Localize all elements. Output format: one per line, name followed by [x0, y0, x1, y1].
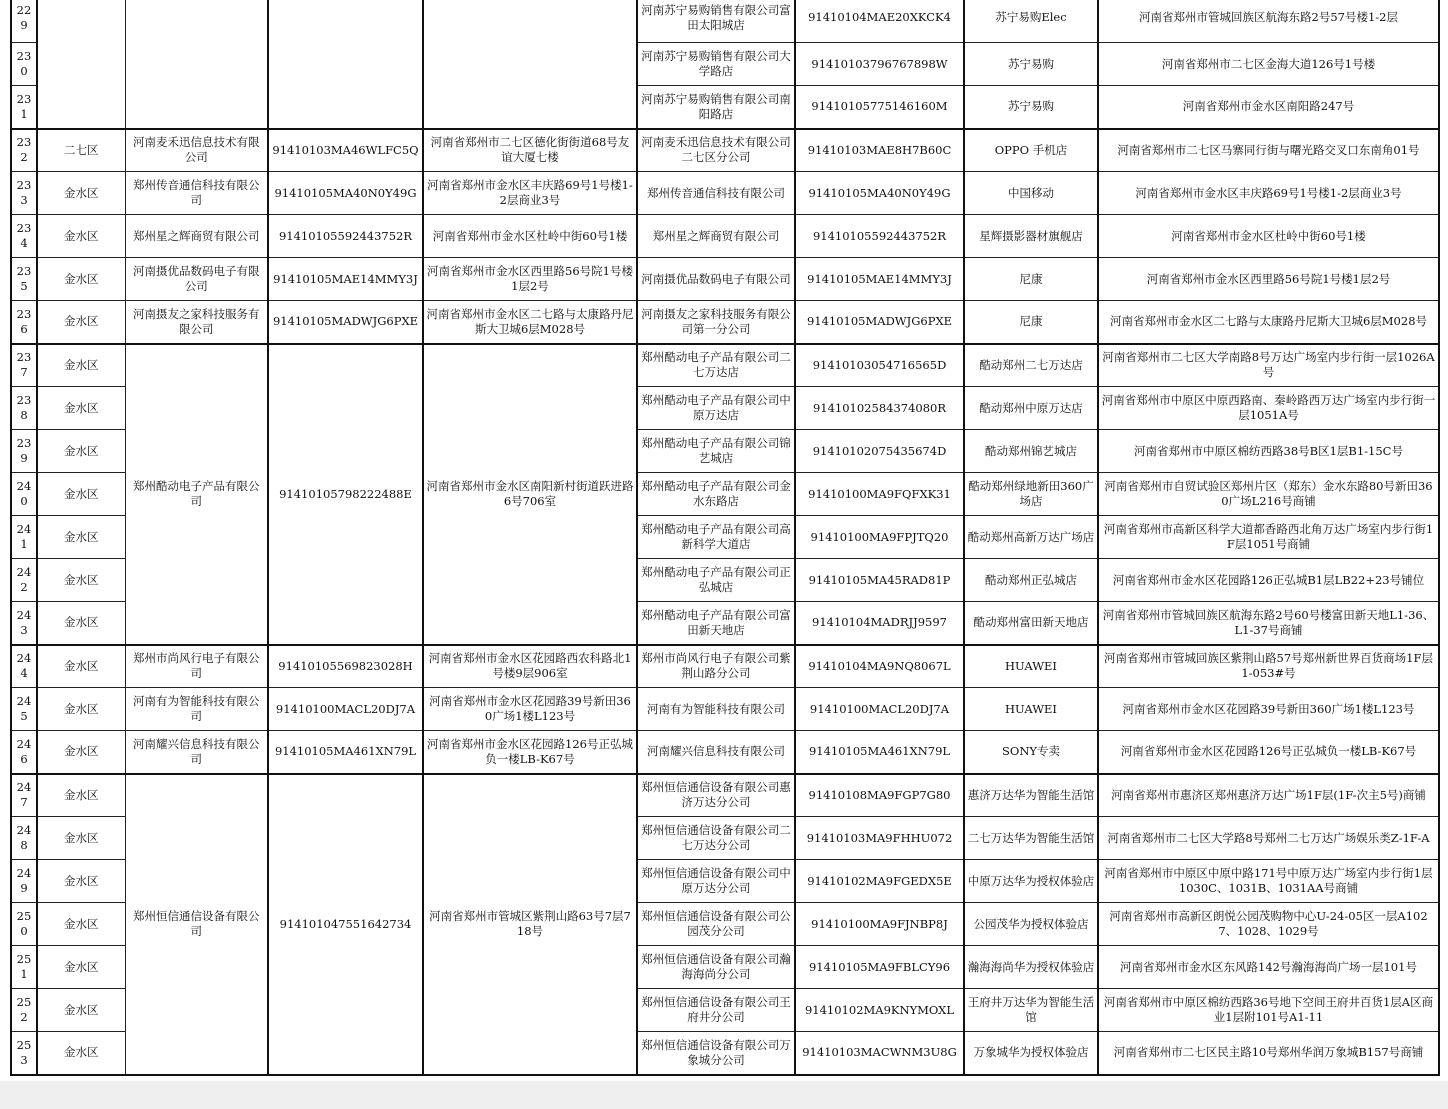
company-cell: 郑州酷动电子产品有限公司 — [125, 344, 268, 645]
brand-cell: 酷动郑州中原万达店 — [964, 387, 1098, 430]
table-row — [11, 215, 1439, 258]
store-credit-code-cell: 91410105592443752R — [795, 215, 964, 258]
table-row — [11, 0, 1439, 43]
row-number: 241 — [11, 516, 37, 559]
district-cell: 金水区 — [37, 559, 125, 602]
brand-cell: 王府井万达华为智能生活馆 — [964, 989, 1098, 1032]
store-address-cell: 河南省郑州市金水区丰庆路69号1号楼1-2层商业3号 — [1098, 172, 1439, 215]
document-page — [10, 0, 1438, 1076]
store-address-cell: 河南省郑州市管城回族区紫荆山路57号郑州新世界百货商场1F层1-053#号 — [1098, 645, 1439, 688]
credit-code-cell: 91410105MADWJG6PXE — [268, 301, 423, 344]
store-name-cell: 河南苏宁易购销售有限公司富田太阳城店 — [637, 0, 795, 43]
row-number: 237 — [11, 344, 37, 387]
district-cell: 金水区 — [37, 430, 125, 473]
store-address-cell: 河南省郑州市金水区花园路39号新田360广场1楼L123号 — [1098, 688, 1439, 731]
company-cell: 河南摄优品数码电子有限公司 — [125, 258, 268, 301]
store-credit-code-cell: 91410100MA9FJNBP8J — [795, 903, 964, 946]
row-number: 233 — [11, 172, 37, 215]
brand-cell: 公园茂华为授权体验店 — [964, 903, 1098, 946]
district-cell: 金水区 — [37, 989, 125, 1032]
store-credit-code-cell: 91410100MACL20DJ7A — [795, 688, 964, 731]
credit-code-cell: 91410105MA40N0Y49G — [268, 172, 423, 215]
brand-cell: 酷动郑州锦艺城店 — [964, 430, 1098, 473]
row-number: 247 — [11, 774, 37, 817]
brand-cell: SONY专卖 — [964, 731, 1098, 774]
brand-cell: 酷动郑州富田新天地店 — [964, 602, 1098, 645]
brand-cell: 星辉摄影器材旗舰店 — [964, 215, 1098, 258]
credit-code-cell: 91410100MACL20DJ7A — [268, 688, 423, 731]
store-name-cell: 郑州酷动电子产品有限公司正弘城店 — [637, 559, 795, 602]
credit-code-cell: 914101047551642734 — [268, 774, 423, 1075]
store-address-cell: 河南省郑州市惠济区郑州惠济万达广场1F层(1F-次主5号)商铺 — [1098, 774, 1439, 817]
table-row — [11, 688, 1439, 731]
registered-address-cell: 河南省郑州市金水区丰庆路69号1号楼1-2层商业3号 — [423, 172, 637, 215]
store-address-cell: 河南省郑州市金水区东风路142号瀚海海尚广场一层101号 — [1098, 946, 1439, 989]
brand-cell: 苏宁易购Elec — [964, 0, 1098, 43]
table-row — [11, 645, 1439, 688]
store-credit-code-cell: 91410105MADWJG6PXE — [795, 301, 964, 344]
viewer-bottom-strip — [0, 1081, 1448, 1109]
district-cell — [37, 0, 125, 129]
row-number: 239 — [11, 430, 37, 473]
registered-address-cell: 河南省郑州市金水区花园路西农科路北1号楼9层906室 — [423, 645, 637, 688]
registered-address-cell: 河南省郑州市金水区二七路与太康路丹尼斯大卫城6层M028号 — [423, 301, 637, 344]
district-cell: 金水区 — [37, 344, 125, 387]
store-address-cell: 河南省郑州市二七区大学路8号郑州二七万达广场娱乐类Z-1F-A — [1098, 817, 1439, 860]
store-name-cell: 郑州恒信通信设备有限公司中原万达分公司 — [637, 860, 795, 903]
credit-code-cell: 91410103MA46WLFC5Q — [268, 129, 423, 172]
row-number: 249 — [11, 860, 37, 903]
store-credit-code-cell: 91410104MAE20XKCK4 — [795, 0, 964, 43]
store-address-cell: 河南省郑州市金水区二七路与太康路丹尼斯大卫城6层M028号 — [1098, 301, 1439, 344]
row-number: 251 — [11, 946, 37, 989]
row-number: 253 — [11, 1032, 37, 1075]
store-credit-code-cell: 91410102075435674D — [795, 430, 964, 473]
store-credit-code-cell: 91410103MACWNM3U8G — [795, 1032, 964, 1075]
store-address-cell: 河南省郑州市中原区中原中路171号中原万达广场室内步行街1层1030C、1031B、1031AA号商铺 — [1098, 860, 1439, 903]
company-cell: 河南摄友之家科技服务有限公司 — [125, 301, 268, 344]
row-number: 245 — [11, 688, 37, 731]
district-cell: 金水区 — [37, 688, 125, 731]
brand-cell: 中原万达华为授权体验店 — [964, 860, 1098, 903]
store-address-cell: 河南省郑州市金水区花园路126号正弘城负一楼LB-K67号 — [1098, 731, 1439, 774]
store-name-cell: 郑州酷动电子产品有限公司高新科学大道店 — [637, 516, 795, 559]
store-name-cell: 郑州传音通信科技有限公司 — [637, 172, 795, 215]
brand-cell: 酷动郑州高新万达广场店 — [964, 516, 1098, 559]
store-address-cell: 河南省郑州市二七区民主路10号郑州华润万象城B157号商铺 — [1098, 1032, 1439, 1075]
row-number: 238 — [11, 387, 37, 430]
row-number: 232 — [11, 129, 37, 172]
row-number: 252 — [11, 989, 37, 1032]
district-cell: 金水区 — [37, 645, 125, 688]
credit-code-cell: 91410105569823028H — [268, 645, 423, 688]
store-credit-code-cell: 91410105MA40N0Y49G — [795, 172, 964, 215]
brand-cell: 苏宁易购 — [964, 86, 1098, 129]
district-cell: 金水区 — [37, 860, 125, 903]
credit-code-cell: 91410105592443752R — [268, 215, 423, 258]
brand-cell: 尼康 — [964, 258, 1098, 301]
store-credit-code-cell: 91410103MA9FHHU072 — [795, 817, 964, 860]
company-cell: 郑州市尚风行电子有限公司 — [125, 645, 268, 688]
store-credit-code-cell: 91410103054716565D — [795, 344, 964, 387]
row-number: 235 — [11, 258, 37, 301]
store-address-cell: 河南省郑州市金水区杜岭中街60号1楼 — [1098, 215, 1439, 258]
store-address-cell: 河南省郑州市高新区朗悦公园茂购物中心U-24-05区一层A1027、1028、1029号 — [1098, 903, 1439, 946]
store-name-cell: 郑州恒信通信设备有限公司万象城分公司 — [637, 1032, 795, 1075]
district-cell: 金水区 — [37, 516, 125, 559]
store-address-cell: 河南省郑州市中原区棉纺西路38号B区1层B1-15C号 — [1098, 430, 1439, 473]
brand-cell: 二七万达华为智能生活馆 — [964, 817, 1098, 860]
row-number: 243 — [11, 602, 37, 645]
row-number: 242 — [11, 559, 37, 602]
registered-address-cell: 河南省郑州市金水区花园路126号正弘城负一楼LB-K67号 — [423, 731, 637, 774]
district-cell: 金水区 — [37, 387, 125, 430]
brand-cell: 万象城华为授权体验店 — [964, 1032, 1098, 1075]
credit-code-cell — [268, 0, 423, 129]
table-body — [11, 0, 1439, 1075]
store-address-cell: 河南省郑州市管城回族区航海东路2号57号楼1-2层 — [1098, 0, 1439, 43]
district-cell: 金水区 — [37, 602, 125, 645]
registered-address-cell: 河南省郑州市二七区德化街街道68号友谊大厦七楼 — [423, 129, 637, 172]
credit-code-cell: 91410105MA461XN79L — [268, 731, 423, 774]
district-cell: 金水区 — [37, 903, 125, 946]
company-cell: 河南耀兴信息科技有限公司 — [125, 731, 268, 774]
store-name-cell: 河南麦禾迅信息技术有限公司二七区分公司 — [637, 129, 795, 172]
registered-address-cell: 河南省郑州市金水区南阳新村街道跃进路6号706室 — [423, 344, 637, 645]
store-credit-code-cell: 91410104MA9NQ8067L — [795, 645, 964, 688]
store-address-cell: 河南省郑州市金水区花园路126正弘城B1层LB22+23号铺位 — [1098, 559, 1439, 602]
registered-address-cell — [423, 0, 637, 129]
company-cell: 河南麦禾迅信息技术有限公司 — [125, 129, 268, 172]
registered-address-cell: 河南省郑州市金水区杜岭中街60号1楼 — [423, 215, 637, 258]
row-number: 236 — [11, 301, 37, 344]
row-number: 246 — [11, 731, 37, 774]
store-address-cell: 河南省郑州市自贸试验区郑州片区（郑东）金水东路80号新田360广场L216号商铺 — [1098, 473, 1439, 516]
table-row — [11, 258, 1439, 301]
table-row — [11, 172, 1439, 215]
store-name-cell: 河南有为智能科技有限公司 — [637, 688, 795, 731]
store-name-cell: 郑州星之辉商贸有限公司 — [637, 215, 795, 258]
store-credit-code-cell: 91410104MADRJJ9597 — [795, 602, 964, 645]
registered-address-cell: 河南省郑州市管城区紫荆山路63号7层718号 — [423, 774, 637, 1075]
company-cell: 郑州恒信通信设备有限公司 — [125, 774, 268, 1075]
store-name-cell: 郑州酷动电子产品有限公司富田新天地店 — [637, 602, 795, 645]
table-row — [11, 344, 1439, 387]
district-cell: 金水区 — [37, 946, 125, 989]
store-address-cell: 河南省郑州市二七区金海大道126号1号楼 — [1098, 43, 1439, 86]
brand-cell: HUAWEI — [964, 645, 1098, 688]
store-name-cell: 郑州恒信通信设备有限公司瀚海海尚分公司 — [637, 946, 795, 989]
store-credit-code-cell: 91410100MA9FQFXK31 — [795, 473, 964, 516]
brand-cell: 苏宁易购 — [964, 43, 1098, 86]
district-cell: 金水区 — [37, 774, 125, 817]
table-row — [11, 774, 1439, 817]
row-number: 248 — [11, 817, 37, 860]
store-credit-code-cell: 91410108MA9FGP7G80 — [795, 774, 964, 817]
brand-cell: 惠济万达华为智能生活馆 — [964, 774, 1098, 817]
district-cell: 二七区 — [37, 129, 125, 172]
district-cell: 金水区 — [37, 215, 125, 258]
store-name-cell: 河南苏宁易购销售有限公司南阳路店 — [637, 86, 795, 129]
store-credit-code-cell: 91410105MA9FBLCY96 — [795, 946, 964, 989]
district-cell: 金水区 — [37, 1032, 125, 1075]
brand-cell: 酷动郑州正弘城店 — [964, 559, 1098, 602]
store-credit-code-cell: 91410102MA9KNYMOXL — [795, 989, 964, 1032]
store-name-cell: 郑州恒信通信设备有限公司惠济万达分公司 — [637, 774, 795, 817]
store-address-cell: 河南省郑州市高新区科学大道都香路西北角万达广场室内步行街1F层1051号商铺 — [1098, 516, 1439, 559]
store-name-cell: 郑州恒信通信设备有限公司公园茂分公司 — [637, 903, 795, 946]
company-cell: 郑州传音通信科技有限公司 — [125, 172, 268, 215]
store-address-cell: 河南省郑州市金水区南阳路247号 — [1098, 86, 1439, 129]
store-name-cell: 郑州酷动电子产品有限公司二七万达店 — [637, 344, 795, 387]
store-name-cell: 郑州恒信通信设备有限公司二七万达分公司 — [637, 817, 795, 860]
table-row — [11, 731, 1439, 774]
district-cell: 金水区 — [37, 172, 125, 215]
store-name-cell: 河南苏宁易购销售有限公司大学路店 — [637, 43, 795, 86]
store-credit-code-cell: 91410105MA45RAD81P — [795, 559, 964, 602]
store-address-cell: 河南省郑州市二七区马寨同行街与曙光路交叉口东南角01号 — [1098, 129, 1439, 172]
credit-code-cell: 91410105798222488E — [268, 344, 423, 645]
row-number: 234 — [11, 215, 37, 258]
row-number: 240 — [11, 473, 37, 516]
store-address-cell: 河南省郑州市二七区大学南路8号万达广场室内步行街一层1026A号 — [1098, 344, 1439, 387]
brand-cell: HUAWEI — [964, 688, 1098, 731]
company-cell: 河南有为智能科技有限公司 — [125, 688, 268, 731]
store-credit-code-cell: 91410103MAE8H7B60C — [795, 129, 964, 172]
district-cell: 金水区 — [37, 731, 125, 774]
table-row — [11, 301, 1439, 344]
district-cell: 金水区 — [37, 301, 125, 344]
district-cell: 金水区 — [37, 258, 125, 301]
store-credit-code-cell: 91410105775146160M — [795, 86, 964, 129]
brand-cell: 酷动郑州绿地新田360广场店 — [964, 473, 1098, 516]
registry-table — [10, 0, 1440, 1076]
brand-cell: 中国移动 — [964, 172, 1098, 215]
district-cell: 金水区 — [37, 473, 125, 516]
credit-code-cell: 91410105MAE14MMY3J — [268, 258, 423, 301]
store-name-cell: 郑州酷动电子产品有限公司金水东路店 — [637, 473, 795, 516]
store-address-cell: 河南省郑州市中原区中原西路南、秦岭路西万达广场室内步行街一层1051A号 — [1098, 387, 1439, 430]
store-credit-code-cell: 91410105MAE14MMY3J — [795, 258, 964, 301]
store-address-cell: 河南省郑州市管城回族区航海东路2号60号楼富田新天地L1-36、L1-37号商铺 — [1098, 602, 1439, 645]
row-number: 231 — [11, 86, 37, 129]
store-name-cell: 河南摄友之家科技服务有限公司第一分公司 — [637, 301, 795, 344]
registered-address-cell: 河南省郑州市金水区西里路56号院1号楼1层2号 — [423, 258, 637, 301]
company-cell: 郑州星之辉商贸有限公司 — [125, 215, 268, 258]
store-name-cell: 郑州酷动电子产品有限公司锦艺城店 — [637, 430, 795, 473]
store-name-cell: 河南摄优品数码电子有限公司 — [637, 258, 795, 301]
registered-address-cell: 河南省郑州市金水区花园路39号新田360广场1楼L123号 — [423, 688, 637, 731]
store-credit-code-cell: 91410105MA461XN79L — [795, 731, 964, 774]
store-credit-code-cell: 91410102584374080R — [795, 387, 964, 430]
store-name-cell: 郑州市尚风行电子有限公司紫荆山路分公司 — [637, 645, 795, 688]
row-number: 244 — [11, 645, 37, 688]
brand-cell: OPPO 手机店 — [964, 129, 1098, 172]
store-name-cell: 郑州恒信通信设备有限公司王府井分公司 — [637, 989, 795, 1032]
district-cell: 金水区 — [37, 817, 125, 860]
store-credit-code-cell: 91410102MA9FGEDX5E — [795, 860, 964, 903]
store-name-cell: 郑州酷动电子产品有限公司中原万达店 — [637, 387, 795, 430]
store-address-cell: 河南省郑州市金水区西里路56号院1号楼1层2号 — [1098, 258, 1439, 301]
row-number: 250 — [11, 903, 37, 946]
store-name-cell: 河南耀兴信息科技有限公司 — [637, 731, 795, 774]
table-row — [11, 129, 1439, 172]
row-number: 229 — [11, 0, 37, 43]
brand-cell: 瀚海海尚华为授权体验店 — [964, 946, 1098, 989]
brand-cell: 酷动郑州二七万达店 — [964, 344, 1098, 387]
store-credit-code-cell: 91410100MA9FPJTQ20 — [795, 516, 964, 559]
company-cell — [125, 0, 268, 129]
brand-cell: 尼康 — [964, 301, 1098, 344]
store-credit-code-cell: 91410103796767898W — [795, 43, 964, 86]
row-number: 230 — [11, 43, 37, 86]
store-address-cell: 河南省郑州市中原区棉纺西路36号地下空间王府井百货1层A区商业1层附101号A1-11 — [1098, 989, 1439, 1032]
